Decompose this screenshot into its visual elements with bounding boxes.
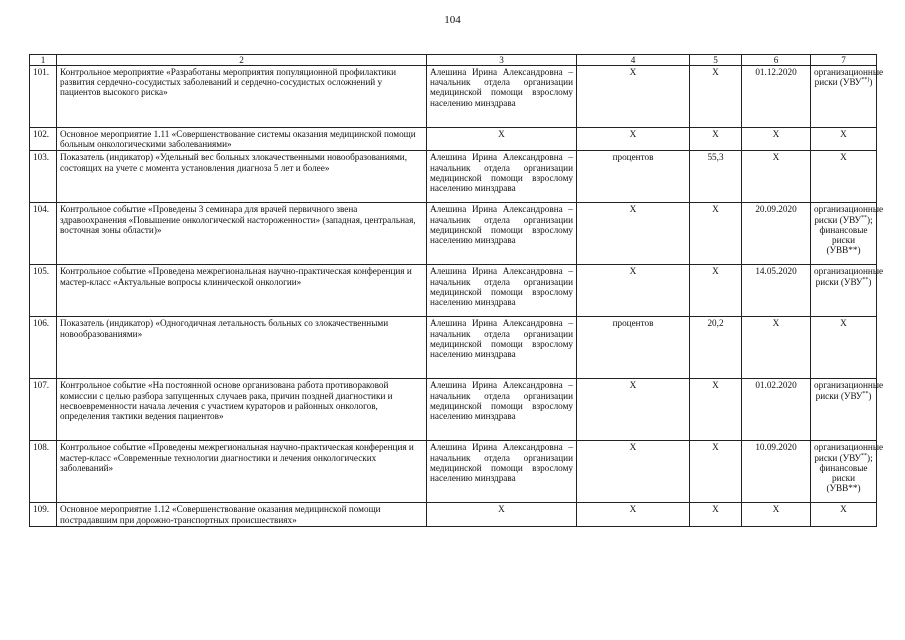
row-description: Показатель (индикатор) «Одногодичная летальность больных со злокачественными новообразованиями» [57, 317, 427, 379]
table-row [30, 265, 877, 317]
row-unit: Х [577, 441, 690, 503]
row-date: 01.02.2020 [742, 379, 811, 441]
row-unit: Х [577, 379, 690, 441]
row-description: Контрольное событие «Проведены межрегиональная научно-практическая конференция и мастер-класс «Современные технологии диагностики и лечения онкологических заболеваний» [57, 441, 427, 503]
row-value: Х [690, 128, 742, 151]
row-risks [811, 265, 884, 317]
header-cell: 6 [742, 55, 811, 66]
risk-superscript: ** [861, 214, 868, 221]
risk-text: Х [840, 318, 847, 329]
row-value: Х [690, 503, 742, 526]
risk-tail: ); финансовые риски (УВВ**) [819, 214, 873, 256]
row-responsible: Х [427, 128, 577, 151]
row-unit: процентов [577, 317, 690, 379]
row-date: 01.12.2020 [742, 66, 811, 128]
row-description: Контрольное событие «Проведена межрегиональная научно-практическая конференция и мастер-класс «Актуальные вопросы клинической онкологии» [57, 265, 427, 317]
risk-text: организационные риски (УВУ [814, 266, 884, 287]
risk-tail: ) [868, 276, 872, 287]
table-row [30, 203, 877, 265]
risk-text: организационные риски (УВУ [814, 204, 884, 225]
risk-text: Х [840, 152, 847, 163]
plan-table [29, 54, 884, 527]
row-responsible: Алешина Ирина Александровна – начальник отдела организации медицинской помощи взрослому населению минздрава [427, 317, 577, 379]
row-value: Х [690, 66, 742, 128]
risk-text: организационные риски (УВУ [814, 67, 884, 88]
table-row [30, 503, 877, 526]
row-value: Х [690, 379, 742, 441]
row-risks [811, 317, 877, 379]
row-value: Х [690, 265, 742, 317]
row-description: Контрольное событие «Проведены 3 семинара для врачей первичного звена здравоохранения «Повышение онкологической настороженности» (западная, центральная, восточная зоны области)» [57, 203, 427, 265]
risk-superscript: ** [862, 276, 869, 283]
risk-tail: ) [869, 77, 873, 88]
row-unit: Х [577, 265, 690, 317]
row-risks [811, 128, 877, 151]
row-unit: Х [577, 66, 690, 128]
row-unit: Х [577, 128, 690, 151]
risk-superscript: ** [862, 390, 869, 397]
row-description: Контрольное событие «На постоянной основе организована работа противораковой комиссии с целью разбора запущенных случаев рака, причин поздней диагностики и несвоевременности начала лечения с участием кураторов и районных онкологов, определения тактики ведения пациентов» [57, 379, 427, 441]
row-unit: процентов [577, 151, 690, 203]
header-cell: 7 [811, 55, 877, 66]
row-number: 101. [30, 66, 57, 128]
row-number: 108. [30, 441, 57, 503]
row-description: Основное мероприятие 1.12 «Совершенствование оказания медицинской помощи пострадавшим при дорожно-транспортных происшествиях» [57, 503, 427, 526]
row-number: 102. [30, 128, 57, 151]
row-value: Х [690, 203, 742, 265]
table-row [30, 128, 877, 151]
header-cell: 1 [30, 55, 57, 66]
row-risks [811, 66, 884, 128]
risk-tail: ) [868, 390, 872, 401]
row-unit: Х [577, 503, 690, 526]
header-cell: 5 [690, 55, 742, 66]
row-unit: Х [577, 203, 690, 265]
row-responsible: Алешина Ирина Александровна – начальник отдела организации медицинской помощи взрослому населению минздрава [427, 66, 577, 128]
row-date: Х [742, 151, 811, 203]
row-risks [811, 151, 877, 203]
row-date: Х [742, 128, 811, 151]
header-cell: 4 [577, 55, 690, 66]
row-number: 107. [30, 379, 57, 441]
table-header-row [30, 55, 877, 66]
row-responsible: Алешина Ирина Александровна – начальник отдела организации медицинской помощи взрослому населению минздрава [427, 151, 577, 203]
risk-superscript: **) [861, 77, 870, 84]
row-value: 20,2 [690, 317, 742, 379]
row-number: 106. [30, 317, 57, 379]
row-date: 14.05.2020 [742, 265, 811, 317]
row-responsible: Алешина Ирина Александровна – начальник отдела организации медицинской помощи взрослому населению минздрава [427, 203, 577, 265]
row-number: 104. [30, 203, 57, 265]
table-row [30, 379, 877, 441]
row-date: Х [742, 317, 811, 379]
risk-tail: ); финансовые риски (УВВ**) [819, 452, 873, 494]
risk-text: организационные риски (УВУ [814, 442, 884, 463]
row-responsible: Х [427, 503, 577, 526]
row-responsible: Алешина Ирина Александровна – начальник отдела организации медицинской помощи взрослому населению минздрава [427, 441, 577, 503]
header-cell: 2 [57, 55, 427, 66]
risk-text: Х [840, 129, 847, 139]
row-date: 10.09.2020 [742, 441, 811, 503]
row-risks [811, 503, 877, 526]
row-description: Контрольное мероприятие «Разработаны мероприятия популяционной профилактики развития сердечно-сосудистых заболеваний и сердечно-сосудистых осложнений у пациентов высокого риска» [57, 66, 427, 128]
row-responsible: Алешина Ирина Александровна – начальник отдела организации медицинской помощи взрослому населению минздрава [427, 379, 577, 441]
risk-text: организационные риски (УВУ [814, 380, 884, 401]
table-row [30, 317, 877, 379]
row-risks [811, 203, 884, 265]
row-risks [811, 441, 884, 503]
table-row [30, 151, 877, 203]
header-cell: 3 [427, 55, 577, 66]
risk-text: Х [840, 504, 847, 515]
table-row [30, 66, 877, 128]
row-responsible: Алешина Ирина Александровна – начальник отдела организации медицинской помощи взрослому населению минздрава [427, 265, 577, 317]
row-value: Х [690, 441, 742, 503]
row-date: 20.09.2020 [742, 203, 811, 265]
row-description: Показатель (индикатор) «Удельный вес больных злокачественными новообразованиями, состоящих на учете с момента установления диагноза 5 лет и более» [57, 151, 427, 203]
row-number: 103. [30, 151, 57, 203]
row-risks [811, 379, 884, 441]
risk-superscript: ** [861, 452, 868, 459]
row-value: 55,3 [690, 151, 742, 203]
row-date: Х [742, 503, 811, 526]
row-description: Основное мероприятие 1.11 «Совершенствование системы оказания медицинской помощи больным онкологическими заболеваниями» [57, 128, 427, 151]
row-number: 109. [30, 503, 57, 526]
row-number: 105. [30, 265, 57, 317]
page-number: 104 [444, 14, 461, 26]
table-row [30, 441, 877, 503]
